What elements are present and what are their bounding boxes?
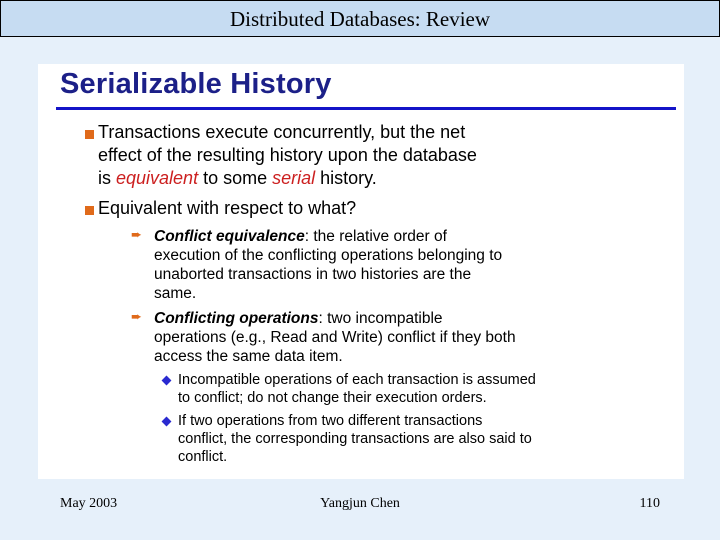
- slide-image: [38, 64, 684, 479]
- sub-bullet-1-text: : the relative order of: [304, 228, 447, 245]
- sub-bullet-2: [154, 309, 604, 366]
- sub-sub-bullet-2-line-1: If two operations from two different transactions: [178, 413, 483, 429]
- diamond-bullet-icon: [162, 417, 172, 427]
- sub-bullet-2-line-2: operations (e.g., Read and Write) conflict if they both: [154, 329, 516, 346]
- header-title: Distributed Databases: Review: [0, 0, 720, 37]
- sub-bullet-2-line-3: access the same data item.: [154, 348, 343, 365]
- sub-sub-bullet-2-line-2: conflict, the corresponding transactions are also said to: [178, 431, 532, 447]
- arrow-bullet-icon: ➨: [131, 228, 142, 243]
- sub-sub-bullet-1: [178, 371, 618, 407]
- bullet-1-text: to some: [198, 168, 273, 188]
- sub-bullet-1-line-2: execution of the conflicting operations belonging to: [154, 247, 503, 264]
- sub-bullet-1: [154, 227, 604, 303]
- footer-page-number: 110: [639, 496, 660, 511]
- term-conflict-equivalence: Conflict equivalence: [154, 228, 305, 245]
- bullet-2: Equivalent with respect to what?: [98, 198, 357, 218]
- sub-sub-bullet-2-line-3: conflict.: [178, 449, 228, 465]
- emphasis-equivalent: equivalent: [116, 168, 199, 188]
- sub-sub-bullet-1-line-2: to conflict; do not change their execution orders.: [178, 390, 487, 406]
- sub-sub-bullet-1-line-1: Incompatible operations of each transaction is assumed: [178, 372, 536, 388]
- sub-sub-bullet-2: [178, 412, 618, 466]
- title-rule: [56, 107, 676, 110]
- square-bullet-icon: [85, 206, 94, 215]
- sub-bullet-2-text: : two incompatible: [318, 310, 443, 327]
- diamond-bullet-icon: [162, 376, 172, 386]
- emphasis-serial: serial: [272, 168, 316, 188]
- bullet-1-line-3: [98, 167, 658, 190]
- footer-date: May 2003: [60, 496, 118, 511]
- bullet-1-text: is: [98, 168, 116, 188]
- square-bullet-icon: [85, 130, 94, 139]
- slide-title: Serializable History: [60, 68, 332, 100]
- sub-bullet-1-line-4: same.: [154, 285, 197, 302]
- bullet-1-text: history.: [315, 168, 377, 188]
- bullet-1-line-2: effect of the resulting history upon the database: [98, 145, 477, 165]
- arrow-bullet-icon: ➨: [131, 310, 142, 325]
- sub-bullet-2-line-1: [154, 309, 604, 328]
- bullet-1-line-1: Transactions execute concurrently, but the net: [98, 122, 466, 142]
- bullet-1: [98, 121, 658, 190]
- sub-bullet-1-line-1: [154, 227, 604, 246]
- footer-author: Yangjun Chen: [320, 496, 400, 511]
- sub-bullet-1-line-3: unaborted transactions in two histories are the: [154, 266, 472, 283]
- term-conflicting-operations: Conflicting operations: [154, 310, 319, 327]
